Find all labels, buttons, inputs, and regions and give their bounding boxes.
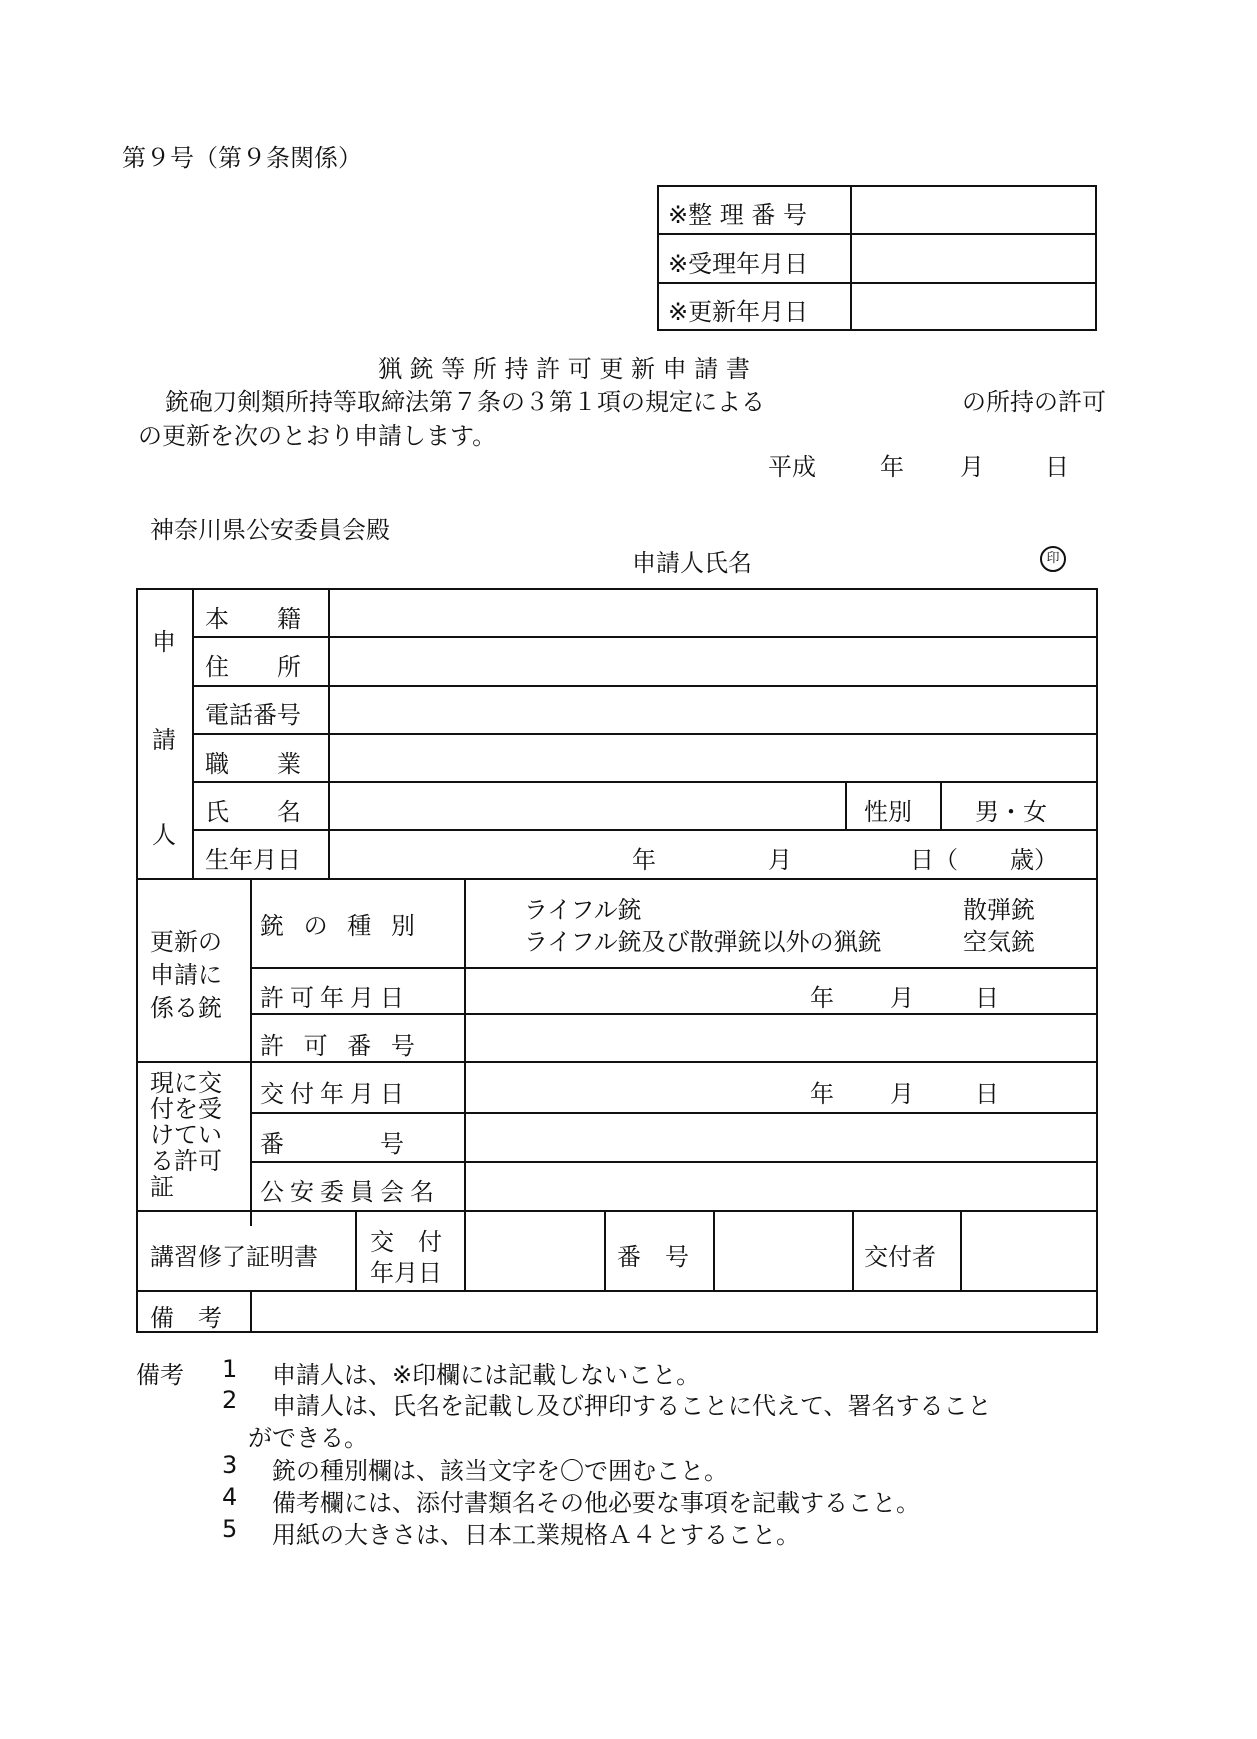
date-era: 平成 bbox=[768, 453, 816, 481]
issue-month: 月 bbox=[890, 1080, 914, 1108]
note-3-text: 銃の種別欄は、該当文字を〇で囲むこと。 bbox=[272, 1457, 728, 1485]
label-gun-type: 銃 の 種 別 bbox=[260, 912, 421, 940]
label-permit-date: 許可年月日 bbox=[260, 984, 410, 1012]
label-honseki: 本 籍 bbox=[205, 605, 301, 633]
intro-line-1b: の所持の許可 bbox=[962, 388, 1106, 416]
form-number: 第９号（第９条関係） bbox=[122, 144, 362, 172]
note-4-text: 備考欄には、添付書類名その他必要な事項を記載すること。 bbox=[272, 1489, 920, 1517]
applicant-side-3: 人 bbox=[152, 821, 176, 849]
permit-year: 年 bbox=[810, 984, 834, 1012]
date-year: 年 bbox=[880, 453, 904, 481]
seal-icon bbox=[1040, 546, 1066, 572]
label-birthdate: 生年月日 bbox=[205, 846, 301, 874]
label-issue-date: 交付年月日 bbox=[260, 1080, 410, 1108]
label-number: 番 号 bbox=[260, 1130, 404, 1158]
current-side-4: る許可 bbox=[150, 1147, 222, 1175]
label-training-issue-1: 交 付 bbox=[370, 1228, 442, 1256]
current-side-5: 証 bbox=[150, 1173, 174, 1201]
note-1-num: 1 bbox=[222, 1355, 238, 1383]
label-phone: 電話番号 bbox=[205, 701, 301, 729]
gun-type-air: 空気銃 bbox=[963, 928, 1035, 956]
label-training-cert: 講習修了証明書 bbox=[150, 1243, 318, 1271]
label-remarks: 備 考 bbox=[150, 1304, 222, 1332]
renewal-side-2: 申請に bbox=[150, 961, 222, 989]
note-5-text: 用紙の大きさは、日本工業規格Ａ４とすること。 bbox=[272, 1521, 800, 1549]
birth-year: 年 bbox=[632, 846, 656, 874]
label-training-number: 番 号 bbox=[617, 1243, 689, 1271]
label-address: 住 所 bbox=[205, 653, 301, 681]
addressee: 神奈川県公安委員会殿 bbox=[150, 516, 390, 544]
birth-age: 歳） bbox=[1010, 846, 1058, 874]
document-title: 猟 銃 等 所 持 許 可 更 新 申 請 書 bbox=[378, 355, 750, 383]
label-commission: 公安委員会名 bbox=[260, 1178, 440, 1206]
permit-month: 月 bbox=[890, 984, 914, 1012]
issue-year: 年 bbox=[810, 1080, 834, 1108]
gun-type-shotgun: 散弾銃 bbox=[963, 896, 1035, 924]
note-3-num: 3 bbox=[222, 1451, 238, 1479]
office-row-renewed: ※更新年月日 bbox=[668, 298, 809, 326]
current-side-2: 付を受 bbox=[150, 1095, 222, 1123]
label-sex: 性別 bbox=[864, 798, 912, 826]
note-1-text: 申請人は、※印欄には記載しないこと。 bbox=[272, 1361, 701, 1389]
issue-day: 日 bbox=[975, 1080, 999, 1108]
note-2-cont: ができる。 bbox=[248, 1424, 368, 1452]
birth-month: 月 bbox=[768, 846, 792, 874]
date-month: 月 bbox=[960, 453, 984, 481]
office-row-number: ※整 理 番 号 bbox=[668, 201, 807, 229]
renewal-side-1: 更新の bbox=[150, 928, 222, 956]
gun-type-other: ライフル銃及び散弾銃以外の猟銃 bbox=[524, 928, 882, 956]
label-training-issue-2: 年月日 bbox=[370, 1259, 442, 1287]
note-4-num: 4 bbox=[222, 1483, 238, 1511]
gun-type-rifle: ライフル銃 bbox=[524, 896, 642, 924]
label-name: 氏 名 bbox=[205, 798, 301, 826]
intro-line-1a: 銃砲刀剣類所持等取締法第７条の３第１項の規定による bbox=[165, 388, 765, 416]
label-permit-number: 許 可 番 号 bbox=[260, 1032, 421, 1060]
note-2-text: 申請人は、氏名を記載し及び押印することに代えて、署名すること bbox=[272, 1392, 992, 1420]
date-day: 日 bbox=[1045, 453, 1069, 481]
current-side-3: けてい bbox=[150, 1121, 222, 1149]
sex-options: 男・女 bbox=[975, 798, 1047, 826]
birth-day: 日（ bbox=[910, 846, 958, 874]
applicant-side-1: 申 bbox=[152, 628, 176, 656]
note-2-num: 2 bbox=[222, 1386, 238, 1414]
applicant-side-2: 請 bbox=[152, 726, 176, 754]
current-side-1: 現に交 bbox=[150, 1069, 222, 1097]
label-training-issuer: 交付者 bbox=[864, 1243, 936, 1271]
notes-heading: 備考 bbox=[136, 1361, 184, 1389]
office-row-received: ※受理年月日 bbox=[668, 250, 809, 278]
intro-line-2: の更新を次のとおり申請します。 bbox=[138, 422, 497, 450]
renewal-side-3: 係る銃 bbox=[150, 994, 222, 1022]
seal-text: 印 bbox=[1046, 551, 1060, 566]
applicant-name-label: 申請人氏名 bbox=[632, 549, 752, 577]
note-5-num: 5 bbox=[222, 1515, 238, 1543]
permit-day: 日 bbox=[975, 984, 999, 1012]
label-occupation: 職 業 bbox=[205, 750, 301, 778]
